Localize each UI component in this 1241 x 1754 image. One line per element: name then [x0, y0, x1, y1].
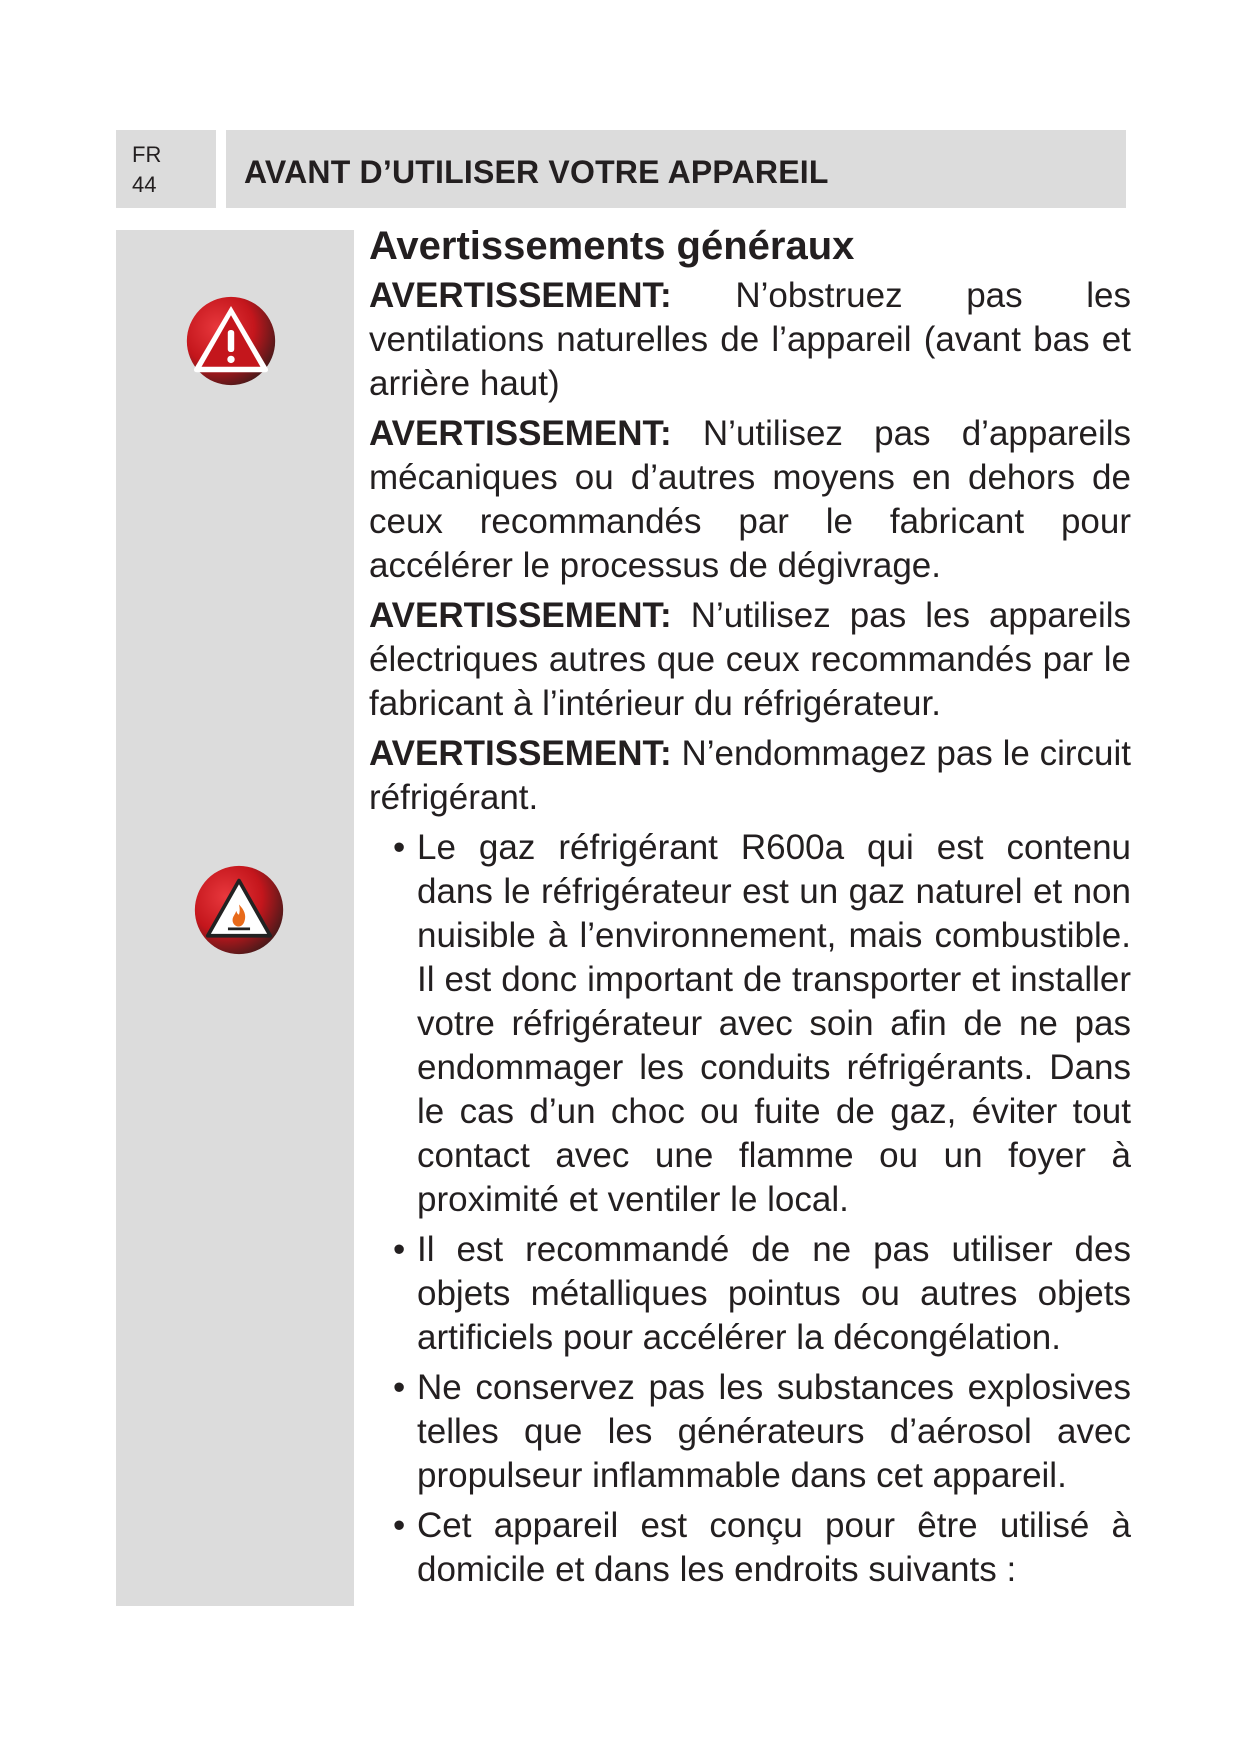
flammable-warning-icon	[193, 864, 285, 956]
main-content	[369, 222, 1131, 1598]
warning-label: AVERTISSEMENT:	[369, 734, 672, 773]
warning-label: AVERTISSEMENT:	[369, 596, 672, 635]
bullet-list	[369, 826, 1131, 1592]
list-item	[369, 1366, 1131, 1498]
bullet-marker: •	[393, 1230, 406, 1269]
warning-exclamation-icon	[185, 295, 277, 387]
warning-text: N’utilisez pas d’appareils mécaniques ou d’autres moyens en dehors de ceux recommandés par le fabricant pour accélérer le processus de dégivrage.	[369, 414, 1131, 585]
list-item-text: Il est recommandé de ne pas utiliser des objets métalliques pointus ou autres objets artificiels pour accélérer la décongélation.	[417, 1230, 1131, 1357]
list-item	[369, 1228, 1131, 1360]
list-item	[369, 826, 1131, 1222]
warning-text: N’endommagez pas le circuit réfrigérant.	[369, 734, 1131, 817]
warning-paragraph	[369, 412, 1131, 588]
warning-text: N’obstruez pas les ventilations naturelles de l’appareil (avant bas et arrière haut)	[369, 276, 1131, 403]
page-title: Avertissements généraux	[369, 224, 855, 268]
section-title: AVANT D’UTILISER VOTRE APPAREIL	[244, 154, 829, 190]
warning-text: N’utilisez pas les appareils électriques autres que ceux recommandés par le fabricant à l’intérieur du réfrigérateur.	[369, 596, 1131, 723]
list-item-text: Cet appareil est conçu pour être utilisé à domicile et dans les endroits suivants :	[417, 1506, 1131, 1589]
warning-paragraph	[369, 274, 1131, 406]
page-label	[116, 130, 216, 208]
list-item-text: Le gaz réfrigérant R600a qui est contenu dans le réfrigérateur est un gaz naturel et non nuisible à l’environnement, mais combustible. Il est donc important de transporter et installer votre réfrigérateur avec soin afin de ne pas endommager les conduits réfrigérants. Dans le cas d’un choc ou fuite de gaz, éviter tout contact avec une flamme ou un foyer à proximité et ventiler le local.	[417, 828, 1131, 1219]
bullet-marker: •	[393, 1506, 406, 1545]
warning-label: AVERTISSEMENT:	[369, 276, 672, 315]
language-code: FR	[132, 142, 162, 167]
list-item	[369, 1504, 1131, 1592]
warning-paragraph	[369, 732, 1131, 820]
page-number: 44	[132, 172, 157, 197]
section-header	[226, 130, 1126, 208]
bullet-marker: •	[393, 828, 406, 867]
warning-label: AVERTISSEMENT:	[369, 414, 672, 453]
list-item-text: Ne conservez pas les substances explosives telles que les générateurs d’aérosol avec propulseur inflammable dans cet appareil.	[417, 1368, 1131, 1495]
bullet-marker: •	[393, 1368, 406, 1407]
warning-paragraph	[369, 594, 1131, 726]
